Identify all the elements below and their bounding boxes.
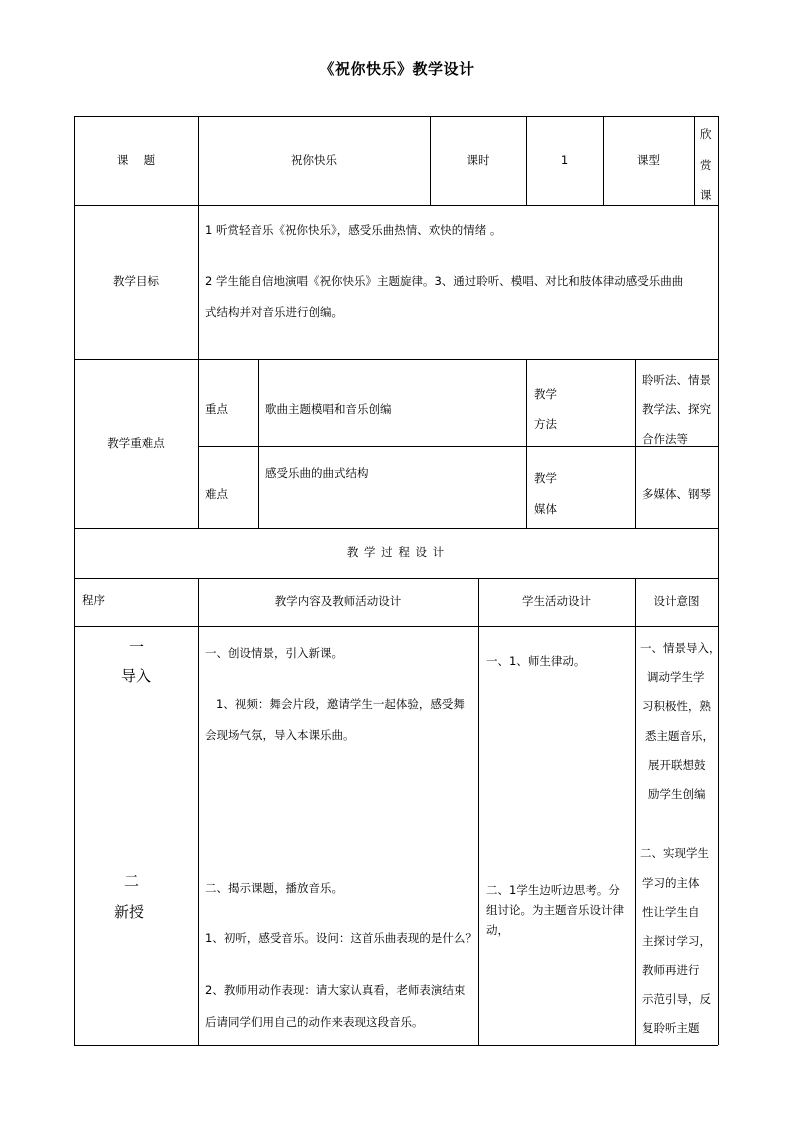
period-value: 1 bbox=[560, 152, 569, 167]
intent-line: 主探讨学习， bbox=[642, 934, 711, 948]
content-line: 二、揭示课题，播放音乐。 bbox=[205, 881, 343, 895]
method-value: 教学法、探究 bbox=[642, 402, 711, 416]
student-line: 动， bbox=[486, 923, 509, 937]
content-line: 一、创设情景，引入新课。 bbox=[205, 646, 343, 660]
table-line bbox=[694, 116, 695, 205]
type-value: 课 bbox=[700, 188, 712, 202]
type-label: 课型 bbox=[637, 152, 660, 167]
col-content: 教学内容及教师活动设计 bbox=[274, 594, 402, 609]
intent-line: 悉主题音乐， bbox=[645, 729, 714, 743]
document-title: 《祝你快乐》教学设计 bbox=[319, 60, 475, 78]
period-label: 课时 bbox=[466, 152, 490, 167]
type-value: 赏 bbox=[700, 158, 712, 172]
table-line bbox=[258, 359, 259, 528]
step-name: 新授 bbox=[114, 903, 145, 921]
student-line: 一、1、师生律动。 bbox=[486, 654, 586, 668]
intent-line: 示范引导，反 bbox=[642, 992, 711, 1006]
difficulty-label: 难点 bbox=[205, 487, 228, 501]
media-label: 媒体 bbox=[534, 502, 557, 516]
table-line bbox=[635, 578, 636, 1045]
intent-line: 励学生创编 bbox=[648, 787, 706, 801]
method-label: 方法 bbox=[534, 417, 557, 431]
difficulty-value: 感受乐曲的曲式结构 bbox=[265, 466, 369, 480]
table-line bbox=[74, 626, 718, 627]
content-line: 会现场气氛，导入本课乐曲。 bbox=[205, 728, 355, 742]
media-label: 教学 bbox=[534, 471, 557, 485]
content-line: 后请同学们用自己的动作来表现这段音乐。 bbox=[205, 1015, 424, 1029]
content-line: 2、教师用动作表现：请大家认真看，老师表演结束 bbox=[205, 983, 466, 997]
intent-line: 展开联想鼓 bbox=[648, 758, 706, 772]
col-order: 程序 bbox=[82, 593, 105, 607]
subject-value: 祝你快乐 bbox=[291, 152, 337, 167]
student-line: 二、1学生边听边思考。分 bbox=[486, 883, 620, 897]
method-value: 聆听法、情景 bbox=[642, 373, 711, 387]
step-number: 二 bbox=[124, 872, 140, 890]
student-line: 组讨论。为主题音乐设计律 bbox=[486, 903, 624, 917]
step-number: 一 bbox=[129, 638, 145, 656]
intent-line: 教师再进行 bbox=[642, 963, 700, 977]
objective-line: 2 学生能自信地演唱《祝你快乐》主题旋律。3、通过聆听、模唱、对比和肢体律动感受乐曲曲 bbox=[205, 274, 684, 288]
table-line bbox=[198, 578, 199, 1045]
table-line bbox=[718, 116, 719, 1045]
method-value: 合作法等 bbox=[642, 432, 688, 446]
intent-line: 性让学生自 bbox=[642, 905, 700, 919]
content-line: 1、视频：舞会片段，邀请学生一起体验，感受舞 bbox=[216, 697, 465, 711]
type-value: 欣 bbox=[700, 127, 712, 141]
col-intent: 设计意图 bbox=[653, 594, 700, 609]
intent-line: 一、情景导入， bbox=[640, 641, 721, 655]
key-points-label: 教学重难点 bbox=[107, 435, 165, 450]
intent-line: 复聆听主题 bbox=[642, 1021, 700, 1035]
process-section-title: 教 学 过 程 设 计 bbox=[346, 545, 446, 560]
media-value: 多媒体、钢琴 bbox=[642, 487, 711, 501]
step-name: 导入 bbox=[121, 667, 152, 685]
intent-line: 习积极性，熟 bbox=[642, 699, 711, 713]
intent-line: 二、实现学生 bbox=[640, 846, 709, 860]
objectives-label: 教学目标 bbox=[113, 274, 159, 289]
col-student: 学生活动设计 bbox=[522, 594, 591, 609]
table-line bbox=[198, 446, 718, 447]
method-label: 教学 bbox=[534, 387, 557, 401]
table-line bbox=[526, 359, 527, 528]
intent-line: 学习的主体 bbox=[642, 876, 700, 890]
subject-label: 课 题 bbox=[116, 152, 156, 167]
intent-line: 调动学生学 bbox=[647, 670, 705, 684]
content-line: 1、初听，感受音乐。设问：这首乐曲表现的是什么？ bbox=[205, 931, 477, 945]
table-line bbox=[478, 578, 479, 1045]
table-line bbox=[74, 1045, 718, 1046]
objective-line: 1 听赏轻音乐《祝你快乐》，感受乐曲热情、欢快的情绪 。 bbox=[205, 223, 502, 237]
focus-label: 重点 bbox=[205, 402, 228, 416]
table-line bbox=[635, 359, 636, 528]
objective-line: 式结构并对音乐进行创编。 bbox=[205, 305, 343, 319]
focus-value: 歌曲主题模唱和音乐创编 bbox=[265, 402, 392, 416]
